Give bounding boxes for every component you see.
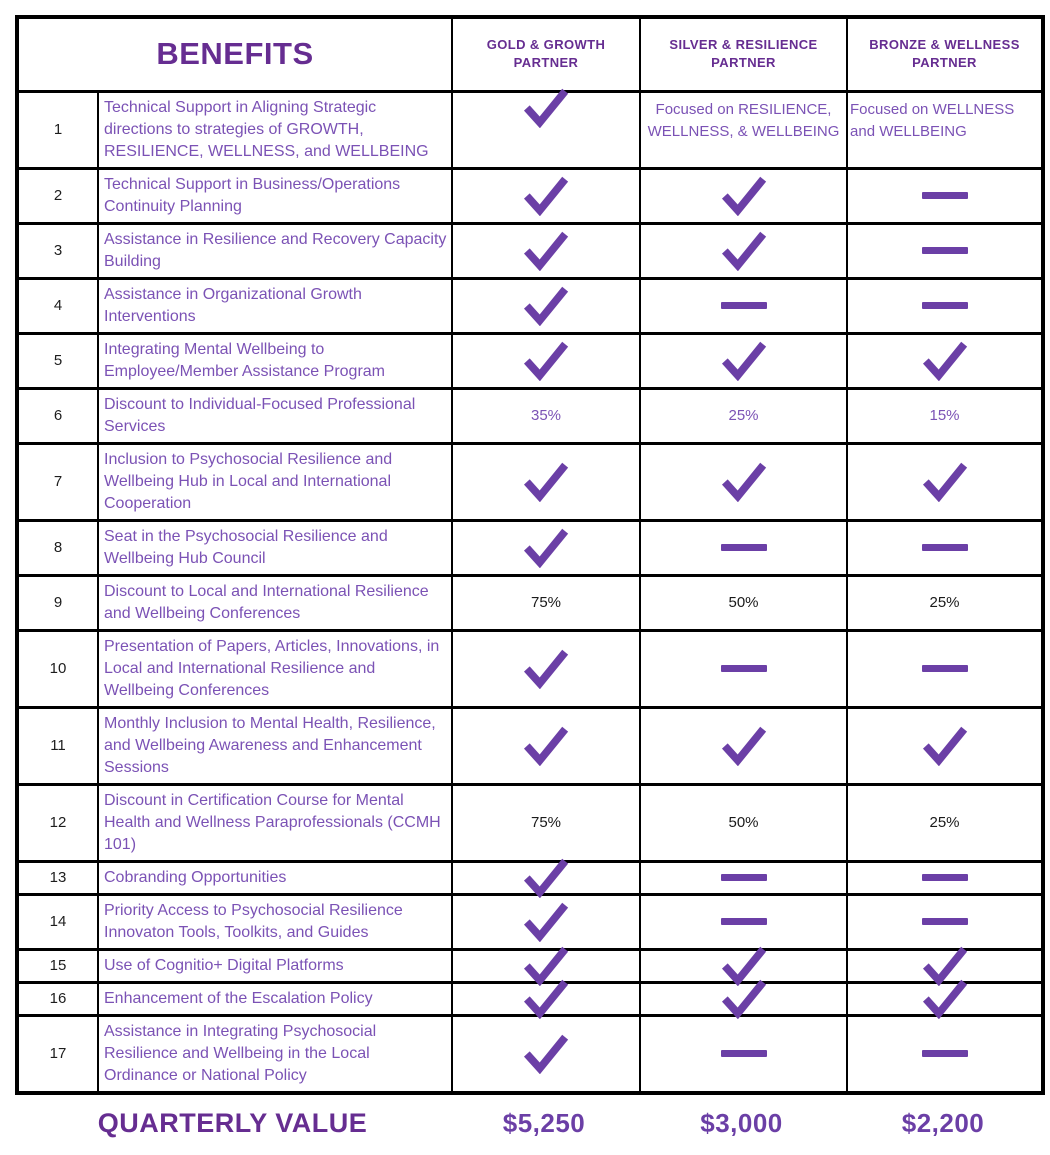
dash-icon <box>721 302 767 309</box>
dash-icon <box>922 544 968 551</box>
benefit-label: Integrating Mental Wellbeing to Employee/Member Assistance Program <box>98 333 452 388</box>
cell-silver-check <box>640 949 847 982</box>
cell-bronze-text <box>847 388 1043 443</box>
mark-wrap <box>643 990 844 1008</box>
quarterly-value-bronze: $2,200 <box>901 1107 985 1138</box>
check-icon <box>721 176 767 216</box>
table-row <box>17 982 1043 1015</box>
check-icon <box>922 462 968 502</box>
benefit-label: Presentation of Papers, Articles, Innovations, in Local and International Resilience and Wellbeing Conferences <box>98 630 452 707</box>
check-icon <box>523 286 569 326</box>
cell-gold-check <box>452 278 640 333</box>
check-icon <box>523 231 569 271</box>
cell-bronze-check <box>847 949 1043 982</box>
mark-wrap <box>850 352 1039 370</box>
dash-icon <box>721 1050 767 1057</box>
check-icon <box>523 649 569 689</box>
mark-wrap <box>850 869 1039 887</box>
quarterly-value-row <box>15 1108 1045 1139</box>
mark-wrap <box>643 660 844 678</box>
check-icon <box>721 726 767 766</box>
cell-value: 15% <box>929 406 960 424</box>
benefit-label: Discount in Certification Course for Mental Health and Wellness Paraprofessionals (CCMH 101) <box>98 784 452 861</box>
cell-value: 50% <box>728 593 759 611</box>
benefit-label: Monthly Inclusion to Mental Health, Resilience, and Wellbeing Awareness and Enhancement Sessions <box>98 707 452 784</box>
mark-wrap <box>643 869 844 887</box>
row-number: 9 <box>17 575 98 630</box>
dash-icon <box>922 918 968 925</box>
row-number: 15 <box>17 949 98 982</box>
cell-value: 25% <box>929 593 960 611</box>
benefit-label: Assistance in Resilience and Recovery Capacity Building <box>98 223 452 278</box>
mark-wrap <box>850 297 1039 315</box>
row-number: 5 <box>17 333 98 388</box>
mark-wrap <box>643 957 844 975</box>
mark-wrap <box>850 737 1039 755</box>
mark-wrap <box>850 660 1039 678</box>
check-icon <box>523 858 569 898</box>
cell-gold-check <box>452 894 640 949</box>
table-row <box>17 388 1043 443</box>
cell-bronze-text <box>847 91 1043 168</box>
column-header-bronze <box>847 17 1043 91</box>
mark-wrap <box>850 187 1039 205</box>
mark-wrap <box>643 737 844 755</box>
dash-icon <box>721 918 767 925</box>
cell-bronze-dash <box>847 861 1043 894</box>
mark-wrap <box>455 473 637 491</box>
cell-gold-check <box>452 443 640 520</box>
table-row <box>17 223 1043 278</box>
cell-silver-dash <box>640 1015 847 1093</box>
dash-icon <box>721 874 767 881</box>
dash-icon <box>922 665 968 672</box>
table-row <box>17 278 1043 333</box>
row-number: 6 <box>17 388 98 443</box>
benefit-label: Discount to Local and International Resilience and Wellbeing Conferences <box>98 575 452 630</box>
benefit-label: Seat in the Psychosocial Resilience and Wellbeing Hub Council <box>98 520 452 575</box>
cell-silver-check <box>640 168 847 223</box>
check-icon <box>523 726 569 766</box>
row-number: 2 <box>17 168 98 223</box>
mark-wrap <box>455 869 637 887</box>
dash-icon <box>721 665 767 672</box>
mark-wrap <box>455 660 637 678</box>
table-row <box>17 168 1043 223</box>
cell-silver-dash <box>640 861 847 894</box>
row-number: 14 <box>17 894 98 949</box>
cell-bronze-dash <box>847 278 1043 333</box>
cell-silver-check <box>640 707 847 784</box>
cell-value: Focused on WELLNESS and WELLBEING <box>850 100 1015 140</box>
mark-wrap <box>455 1045 637 1063</box>
check-icon <box>721 979 767 1019</box>
cell-gold-check <box>452 1015 640 1093</box>
mark-wrap <box>455 187 637 205</box>
mark-wrap <box>643 539 844 557</box>
dash-icon <box>922 302 968 309</box>
cell-bronze-dash <box>847 168 1043 223</box>
check-icon <box>721 231 767 271</box>
mark-wrap <box>643 187 844 205</box>
cell-value: Focused on RESILIENCE, WELLNESS, & WELLBEING <box>647 100 840 140</box>
cell-gold-text <box>452 784 640 861</box>
benefit-label: Enhancement of the Escalation Policy <box>98 982 452 1015</box>
mark-wrap <box>455 352 637 370</box>
cell-gold-text <box>452 388 640 443</box>
check-icon <box>922 341 968 381</box>
benefits-table <box>15 15 1045 1095</box>
cell-bronze-text <box>847 784 1043 861</box>
check-icon <box>523 462 569 502</box>
cell-silver-check <box>640 333 847 388</box>
dash-icon <box>922 874 968 881</box>
mark-wrap <box>850 242 1039 260</box>
table-row <box>17 333 1043 388</box>
benefits-header-label: BENEFITS <box>156 36 314 72</box>
cell-gold-check <box>452 630 640 707</box>
row-number: 4 <box>17 278 98 333</box>
cell-silver-dash <box>640 278 847 333</box>
check-icon <box>523 528 569 568</box>
benefit-label: Assistance in Organizational Growth Interventions <box>98 278 452 333</box>
table-row <box>17 630 1043 707</box>
cell-bronze-check <box>847 333 1043 388</box>
cell-value: 25% <box>929 813 960 831</box>
benefit-label: Priority Access to Psychosocial Resilience Innovaton Tools, Toolkits, and Guides <box>98 894 452 949</box>
row-number: 16 <box>17 982 98 1015</box>
mark-wrap <box>850 473 1039 491</box>
cell-silver-text <box>640 388 847 443</box>
row-number: 13 <box>17 861 98 894</box>
cell-value: 50% <box>728 813 759 831</box>
benefit-label: Inclusion to Psychosocial Resilience and Wellbeing Hub in Local and International Cooperation <box>98 443 452 520</box>
cell-gold-check <box>452 982 640 1015</box>
cell-value: 35% <box>531 406 562 424</box>
column-header-bronze-label: BRONZE & WELLNESS PARTNER <box>869 37 1020 71</box>
cell-value: 75% <box>531 593 562 611</box>
benefit-label: Use of Cognitio+ Digital Platforms <box>98 949 452 982</box>
mark-wrap <box>643 352 844 370</box>
column-header-gold-label: GOLD & GROWTH PARTNER <box>486 37 606 71</box>
cell-gold-check <box>452 223 640 278</box>
cell-bronze-dash <box>847 630 1043 707</box>
column-header-silver-label: SILVER & RESILIENCE PARTNER <box>669 37 818 71</box>
table-row <box>17 443 1043 520</box>
header-row <box>17 17 1043 91</box>
cell-bronze-check <box>847 707 1043 784</box>
row-number: 3 <box>17 223 98 278</box>
cell-bronze-check <box>847 982 1043 1015</box>
quarterly-value-label: QUARTERLY VALUE <box>97 1107 368 1138</box>
cell-silver-dash <box>640 520 847 575</box>
table-row <box>17 91 1043 168</box>
cell-gold-check <box>452 949 640 982</box>
mark-wrap <box>850 913 1039 931</box>
table-row <box>17 861 1043 894</box>
quarterly-value-gold: $5,250 <box>502 1107 586 1138</box>
mark-wrap <box>455 539 637 557</box>
cell-gold-check <box>452 91 640 168</box>
mark-wrap <box>455 990 637 1008</box>
cell-silver-check <box>640 443 847 520</box>
cell-bronze-dash <box>847 520 1043 575</box>
table-row <box>17 1015 1043 1093</box>
cell-silver-text <box>640 91 847 168</box>
check-icon <box>721 341 767 381</box>
table-body <box>17 91 1043 1093</box>
check-icon <box>922 979 968 1019</box>
mark-wrap <box>455 737 637 755</box>
cell-silver-text <box>640 784 847 861</box>
cell-gold-text <box>452 575 640 630</box>
mark-wrap <box>850 539 1039 557</box>
benefit-label: Technical Support in Aligning Strategic directions to strategies of GROWTH, RESILIENCE, WELLNESS, and WELLBEING <box>98 91 452 168</box>
cell-bronze-dash <box>847 223 1043 278</box>
cell-silver-text <box>640 575 847 630</box>
cell-bronze-text <box>847 575 1043 630</box>
mark-wrap <box>455 913 637 931</box>
mark-wrap <box>455 297 637 315</box>
column-header-silver <box>640 17 847 91</box>
benefit-label: Assistance in Integrating Psychosocial Resilience and Wellbeing in the Local Ordinance or National Policy <box>98 1015 452 1093</box>
mark-wrap <box>850 957 1039 975</box>
check-icon <box>523 1034 569 1074</box>
mark-wrap <box>850 990 1039 1008</box>
cell-gold-check <box>452 168 640 223</box>
row-number: 12 <box>17 784 98 861</box>
cell-bronze-dash <box>847 894 1043 949</box>
benefits-comparison-page <box>0 15 1050 1155</box>
row-number: 10 <box>17 630 98 707</box>
table-row <box>17 949 1043 982</box>
table-row <box>17 520 1043 575</box>
row-number: 7 <box>17 443 98 520</box>
cell-silver-dash <box>640 894 847 949</box>
quarterly-value-silver: $3,000 <box>700 1107 783 1138</box>
row-number: 11 <box>17 707 98 784</box>
benefit-label: Cobranding Opportunities <box>98 861 452 894</box>
cell-gold-check <box>452 707 640 784</box>
cell-gold-check <box>452 861 640 894</box>
mark-wrap <box>643 297 844 315</box>
check-icon <box>721 462 767 502</box>
mark-wrap <box>850 1045 1039 1063</box>
mark-wrap <box>455 957 637 975</box>
table-row <box>17 707 1043 784</box>
cell-gold-check <box>452 333 640 388</box>
column-header-gold <box>452 17 640 91</box>
table-row <box>17 575 1043 630</box>
dash-icon <box>922 247 968 254</box>
row-number: 1 <box>17 91 98 168</box>
check-icon <box>523 341 569 381</box>
mark-wrap <box>455 242 637 260</box>
check-icon <box>523 902 569 942</box>
mark-wrap <box>643 473 844 491</box>
check-icon <box>523 88 569 128</box>
benefit-label: Technical Support in Business/Operations Continuity Planning <box>98 168 452 223</box>
mark-wrap <box>643 913 844 931</box>
cell-silver-check <box>640 982 847 1015</box>
benefits-header <box>17 17 452 91</box>
mark-wrap <box>643 242 844 260</box>
table-row <box>17 894 1043 949</box>
table-row <box>17 784 1043 861</box>
cell-bronze-check <box>847 443 1043 520</box>
check-icon <box>922 726 968 766</box>
check-icon <box>523 176 569 216</box>
dash-icon <box>922 192 968 199</box>
cell-silver-check <box>640 223 847 278</box>
row-number: 8 <box>17 520 98 575</box>
dash-icon <box>721 544 767 551</box>
cell-bronze-dash <box>847 1015 1043 1093</box>
dash-icon <box>922 1050 968 1057</box>
row-number: 17 <box>17 1015 98 1093</box>
mark-wrap <box>455 99 637 117</box>
cell-gold-check <box>452 520 640 575</box>
cell-value: 75% <box>531 813 562 831</box>
mark-wrap <box>643 1045 844 1063</box>
check-icon <box>523 979 569 1019</box>
cell-value: 25% <box>728 406 759 424</box>
benefit-label: Discount to Individual-Focused Professional Services <box>98 388 452 443</box>
cell-silver-dash <box>640 630 847 707</box>
